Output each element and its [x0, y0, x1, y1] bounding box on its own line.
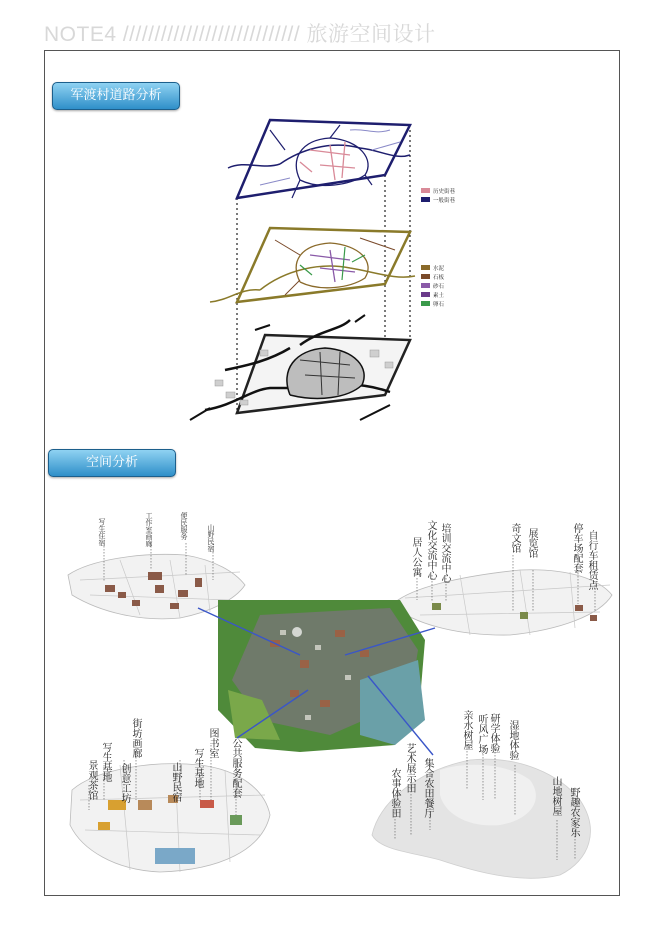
label-br-6: 湿地体验: [507, 720, 518, 760]
legend-label-general: 一般街巷: [433, 198, 456, 204]
label-br-8: 野趣农家乐: [568, 787, 579, 837]
label-br-4: 听风广场: [476, 714, 487, 754]
label-bl-3: 街坊画廊: [130, 718, 141, 758]
label-bl-2: 创意工坊: [119, 763, 130, 803]
label-tr-2: 培训交流中心: [439, 523, 450, 583]
label-br-0: 农事体验田: [389, 768, 400, 818]
svg-text:卵石: 卵石: [433, 302, 445, 308]
label-tr-5: 停车场配套: [571, 523, 582, 573]
label-bl-7: 公共服务配套: [230, 738, 241, 798]
label-bl-1: 写生基地: [100, 742, 111, 782]
label-tl-3: 山野民宿: [207, 524, 215, 552]
label-tr-4: 展览馆: [526, 528, 537, 558]
label-tl-2: 便民服务: [180, 512, 188, 540]
legend-label-history: 历史街巷: [433, 189, 456, 195]
label-bl-6: 图书室: [207, 728, 218, 758]
svg-text:砂石: 砂石: [433, 284, 445, 290]
road-analysis-title-button[interactable]: 军渡村道路分析: [52, 82, 180, 110]
label-tr-6: 自行车租赁点: [586, 530, 597, 590]
page-header-title: NOTE4 //////////////////////////// 旅游空间设计: [44, 23, 436, 46]
label-br-7: 山地树屋: [550, 776, 561, 816]
label-tr-1: 文化交流中心: [425, 520, 436, 580]
label-br-3: 亲水树屋: [461, 710, 472, 750]
svg-text:素土: 素土: [433, 293, 445, 299]
label-br-1: 艺术展示田: [404, 743, 415, 793]
label-bl-4: 山野民宿: [170, 762, 181, 802]
svg-text:石板: 石板: [433, 275, 445, 281]
space-analysis-title-button[interactable]: 空间分析: [48, 449, 176, 477]
label-bl-5: 写生基地: [192, 748, 203, 788]
label-tl-1: 工作室画廊: [145, 512, 153, 547]
label-tr-3: 奇文馆: [509, 523, 520, 553]
label-br-5: 研学体验: [488, 713, 499, 753]
label-tl-0: 写生住宿: [98, 518, 106, 546]
label-tr-0: 居人公寓: [410, 537, 421, 577]
label-bl-0: 景观茶馆: [86, 760, 97, 800]
label-br-2: 集合农田餐厅: [422, 758, 433, 818]
svg-text:水泥: 水泥: [433, 266, 445, 272]
